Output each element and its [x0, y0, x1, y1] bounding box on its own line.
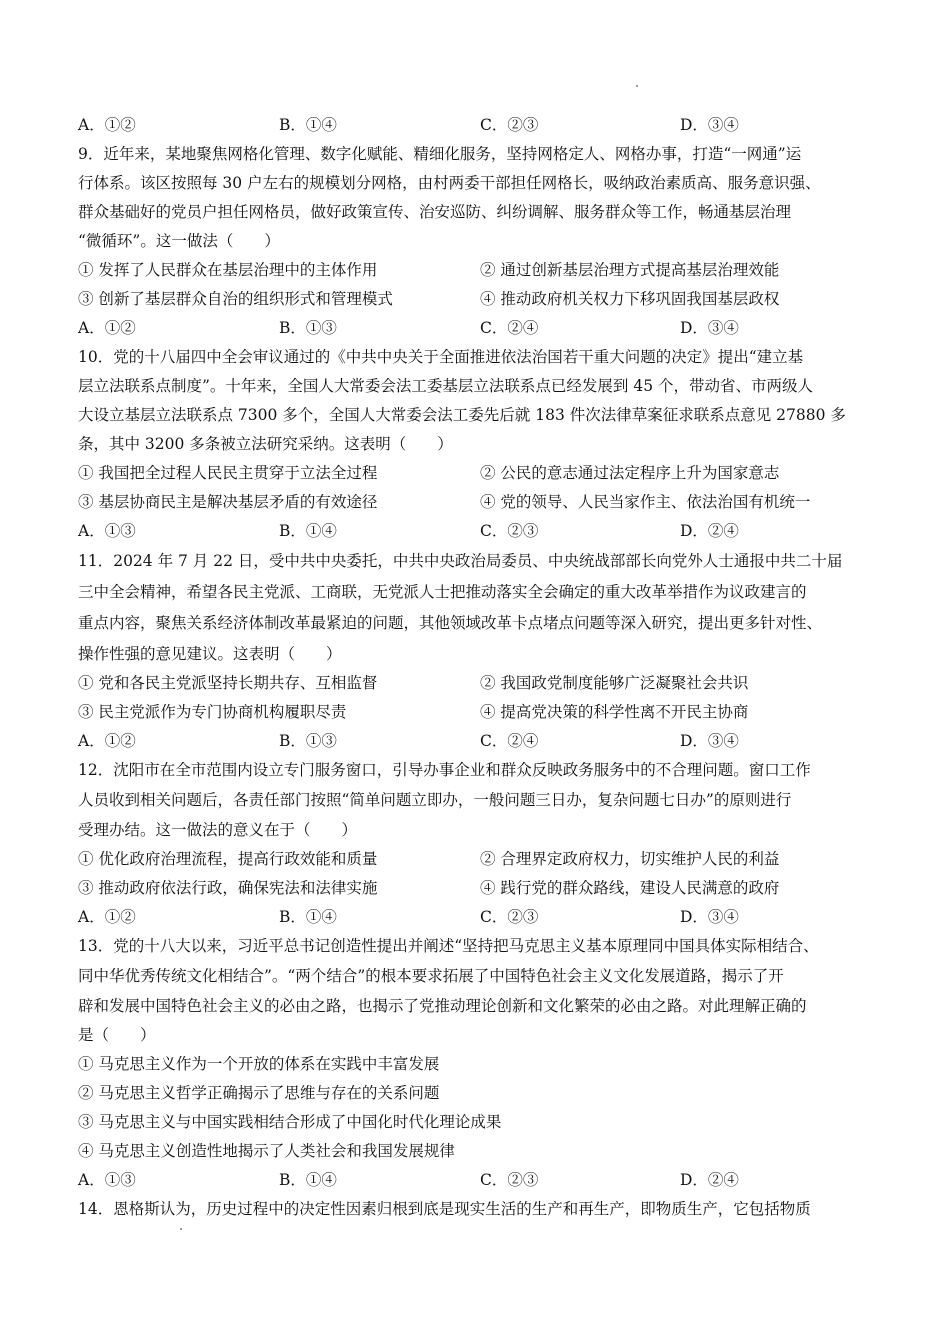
scan-speck [180, 1228, 182, 1230]
q13-stem-line: 同中华优秀传统文化相结合”。“两个结合”的根本要求拓展了中国特色社会主义文化发展道路，揭示了开 [78, 967, 784, 985]
q9-choice-d[interactable]: D．③④ [680, 319, 739, 337]
scan-speck [636, 85, 638, 87]
q13-stem-line: 13．党的十八大以来，习近平总书记创造性提出并阐述“坚持把马克思主义基本原理同中国具体实际相结合、 [78, 937, 819, 955]
q12-statement-4: ④ 践行党的群众路线，建设人民满意的政府 [480, 879, 780, 897]
q10-statement-1: ① 我国把全过程人民民主贯穿于立法全过程 [78, 464, 378, 482]
q11-choice-c[interactable]: C．②④ [480, 732, 539, 750]
q11-statement-1: ① 党和各民主党派坚持长期共存、互相监督 [78, 674, 378, 692]
q9-statements-row [78, 260, 898, 280]
q13-stem-line: 是（ ） [78, 1026, 156, 1044]
q10-choice-d[interactable]: D．②④ [680, 522, 739, 540]
q11-stem-line: 重点内容，聚焦关系经济体制改革最紧迫的问题，其他领域改革卡点堵点问题等深入研究，提出更多针对性、 [78, 614, 823, 632]
q13-statement-4: ④ 马克思主义创造性地揭示了人类社会和我国发展规律 [78, 1142, 455, 1160]
q10-choice-b[interactable]: B．①④ [279, 522, 337, 540]
q11-statement-3: ③ 民主党派作为专门协商机构履职尽责 [78, 703, 347, 721]
q9-statement-4: ④ 推动政府机关权力下移巩固我国基层政权 [480, 290, 780, 308]
q12-choice-a[interactable]: A．①② [78, 908, 136, 926]
q9-stem-line: “微循环”。这一做法（ ） [78, 232, 280, 250]
q12-choice-d[interactable]: D．③④ [680, 908, 739, 926]
q8-choice-a[interactable]: A．①② [78, 116, 136, 134]
q13-statement-2: ② 马克思主义哲学正确揭示了思维与存在的关系问题 [78, 1084, 440, 1102]
q9-statements-row [78, 289, 898, 309]
q11-choice-b[interactable]: B．①③ [279, 732, 337, 750]
q12-choices [78, 907, 898, 927]
q10-stem-line: 大设立基层立法联系点 7300 多个，全国人大常委会法工委先后就 183 件次法律草案征求联系点意见 27880 多 [78, 406, 846, 424]
q9-statement-2: ② 通过创新基层治理方式提高基层治理效能 [480, 261, 780, 279]
q11-choice-d[interactable]: D．③④ [680, 732, 739, 750]
q10-statement-4: ④ 党的领导、人民当家作主、依法治国有机统一 [480, 493, 811, 511]
q13-stem-line: 辟和发展中国特色社会主义的必由之路，也揭示了党推动理论创新和文化繁荣的必由之路。对此理解正确的 [78, 997, 807, 1015]
q12-stem-line: 受理办结。这一做法的意义在于（ ） [78, 821, 358, 839]
q11-statements-row [78, 673, 898, 693]
q11-stem-line: 11．2024 年 7 月 22 日，受中共中央委托，中共中央政治局委员、中央统战部部长向党外人士通报中共二十届 [78, 552, 843, 570]
q9-statement-1: ① 发挥了人民群众在基层治理中的主体作用 [78, 261, 378, 279]
q8-choice-d[interactable]: D．③④ [680, 116, 739, 134]
q9-stem-line: 行体系。该区按照每 30 户左右的规模划分网格，由村两委干部担任网格长，吸纳政治素质高、服务意识强、 [78, 174, 821, 192]
q12-statement-2: ② 合理界定政府权力，切实维护人民的利益 [480, 850, 780, 868]
q10-choice-a[interactable]: A．①③ [78, 522, 136, 540]
q12-stem-line: 12．沈阳市在全市范围内设立专门服务窗口，引导办事企业和群众反映政务服务中的不合理问题。窗口工作 [78, 761, 811, 779]
q9-choice-c[interactable]: C．②④ [480, 319, 539, 337]
q13-choices [78, 1170, 898, 1190]
q9-stem-line: 9．近年来，某地聚焦网格化管理、数字化赋能、精细化服务，坚持网格定人、网格办事，打造“一网通”运 [78, 145, 802, 163]
q9-choice-a[interactable]: A．①② [78, 319, 136, 337]
q10-statements-row [78, 492, 898, 512]
q11-choice-a[interactable]: A．①② [78, 732, 136, 750]
q9-choices [78, 318, 898, 338]
q12-choice-b[interactable]: B．①④ [279, 908, 337, 926]
q11-statement-2: ② 我国政党制度能够广泛凝聚社会共识 [480, 674, 749, 692]
q8-choice-b[interactable]: B．①④ [279, 116, 337, 134]
q9-statement-3: ③ 创新了基层群众自治的组织形式和管理模式 [78, 290, 393, 308]
q11-statement-4: ④ 提高党决策的科学性离不开民主协商 [480, 703, 749, 721]
q12-statement-1: ① 优化政府治理流程，提高行政效能和质量 [78, 850, 378, 868]
q10-stem-line: 条，其中 3200 多条被立法研究采纳。这表明（ ） [78, 435, 453, 453]
q12-statement-3: ③ 推动政府依法行政，确保宪法和法律实施 [78, 879, 378, 897]
q13-choice-c[interactable]: C．②③ [480, 1171, 539, 1189]
q11-choices [78, 731, 898, 751]
q11-stem-line: 三中全会精神，希望各民主党派、工商联，无党派人士把推动落实全会确定的重大改革举措作为议政建言的 [78, 583, 807, 601]
q12-statements-row [78, 878, 898, 898]
q9-stem-line: 群众基础好的党员户担任网格员，做好政策宣传、治安巡防、纠纷调解、服务群众等工作，畅通基层治理 [78, 203, 792, 221]
q10-statement-2: ② 公民的意志通过法定程序上升为国家意志 [480, 464, 780, 482]
q13-choice-b[interactable]: B．①④ [279, 1171, 337, 1189]
q10-choice-c[interactable]: C．②③ [480, 522, 539, 540]
q12-stem-line: 人员收到相关问题后，各责任部门按照“简单问题立即办，一般问题三日办，复杂问题七日办”的原则进行 [78, 791, 792, 809]
q8-choice-c[interactable]: C．②③ [480, 116, 539, 134]
q13-choice-a[interactable]: A．①③ [78, 1171, 136, 1189]
q13-statement-3: ③ 马克思主义与中国实践相结合形成了中国化时代化理论成果 [78, 1113, 502, 1131]
q12-choice-c[interactable]: C．②③ [480, 908, 539, 926]
q10-stem-line: 层立法联系点制度”。十年来，全国人大常委会法工委基层立法联系点已经发展到 45 个，带动省、市两级人 [78, 377, 814, 395]
q10-choices [78, 521, 898, 541]
q12-statements-row [78, 849, 898, 869]
q14-stem-line: 14．恩格斯认为，历史过程中的决定性因素归根到底是现实生活的生产和再生产，即物质生产，它包括物质 [78, 1200, 811, 1218]
q11-stem-line: 操作性强的意见建议。这表明（ ） [78, 645, 342, 663]
q9-choice-b[interactable]: B．①③ [279, 319, 337, 337]
q10-statements-row [78, 463, 898, 483]
q8-choices [78, 115, 898, 135]
q13-choice-d[interactable]: D．②④ [680, 1171, 739, 1189]
q13-statement-1: ① 马克思主义作为一个开放的体系在实践中丰富发展 [78, 1055, 440, 1073]
q11-statements-row [78, 702, 898, 722]
q10-statement-3: ③ 基层协商民主是解决基层矛盾的有效途径 [78, 493, 378, 511]
q10-stem-line: 10．党的十八届四中全会审议通过的《中共中央关于全面推进依法治国若干重大问题的决定》提出“建立基 [78, 348, 804, 366]
